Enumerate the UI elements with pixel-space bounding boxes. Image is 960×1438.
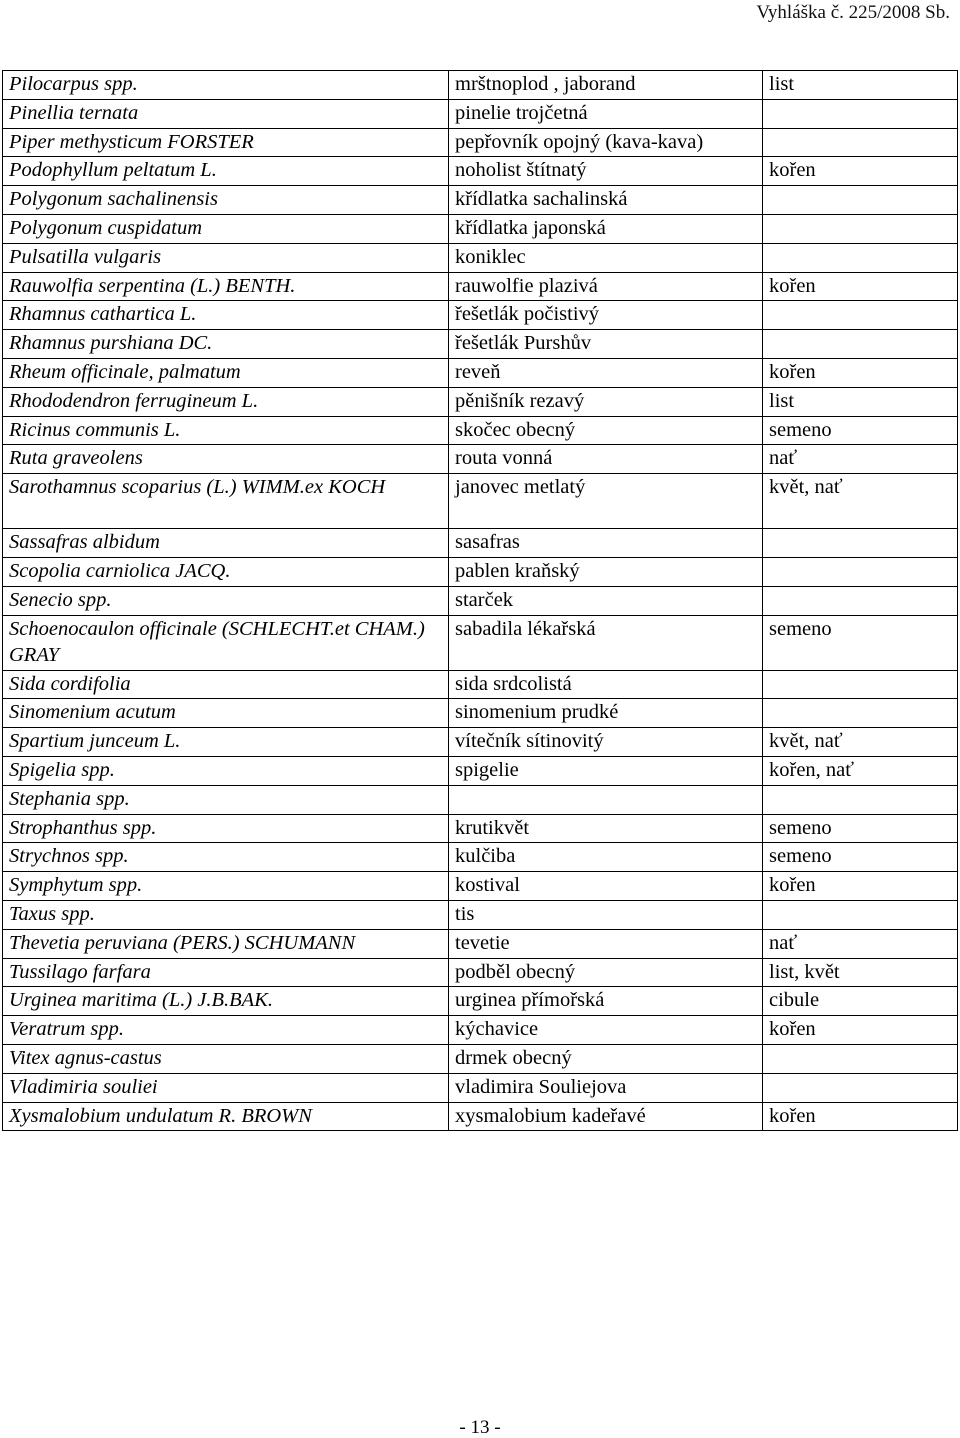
table-row (3, 99, 958, 128)
czech-name-cell: tis (449, 900, 763, 929)
latin-name-cell: Piper methysticum FORSTER (3, 128, 449, 157)
czech-name-cell: sida srdcolistá (449, 670, 763, 699)
plant-part-cell (763, 699, 958, 728)
table-row (3, 128, 958, 157)
latin-name-cell: Ruta graveolens (3, 445, 449, 474)
czech-name-cell: urginea přímořská (449, 987, 763, 1016)
table-row (3, 785, 958, 814)
latin-name-cell: Sarothamnus scoparius (L.) WIMM.ex KOCH (3, 474, 449, 529)
czech-name-cell: řešetlák Purshův (449, 330, 763, 359)
latin-name-cell: Scopolia carniolica JACQ. (3, 557, 449, 586)
table-row (3, 615, 958, 670)
latin-name-cell: Podophyllum peltatum L. (3, 157, 449, 186)
plant-part-cell (763, 330, 958, 359)
latin-name-cell: Sinomenium acutum (3, 699, 449, 728)
czech-name-cell: pinelie trojčetná (449, 99, 763, 128)
table-row (3, 358, 958, 387)
czech-name-cell: janovec metlatý (449, 474, 763, 529)
czech-name-cell: řešetlák počistivý (449, 301, 763, 330)
czech-name-cell: noholist štítnatý (449, 157, 763, 186)
table-row (3, 243, 958, 272)
table-row (3, 929, 958, 958)
plant-part-cell (763, 900, 958, 929)
czech-name-cell: vladimira Souliejova (449, 1073, 763, 1102)
plant-table-body (3, 71, 958, 1131)
plant-part-cell: list (763, 387, 958, 416)
plant-part-cell: kořen, nať (763, 756, 958, 785)
plant-part-cell: nať (763, 929, 958, 958)
plant-part-cell: kořen (763, 272, 958, 301)
document-header: Vyhláška č. 225/2008 Sb. (756, 2, 950, 23)
plant-part-cell (763, 128, 958, 157)
czech-name-cell: routa vonná (449, 445, 763, 474)
latin-name-cell: Vitex agnus-castus (3, 1044, 449, 1073)
plant-part-cell: semeno (763, 814, 958, 843)
plant-part-cell (763, 1044, 958, 1073)
plant-part-cell: list (763, 71, 958, 100)
table-row (3, 474, 958, 529)
latin-name-cell: Rhododendron ferrugineum L. (3, 387, 449, 416)
latin-name-cell: Strychnos spp. (3, 843, 449, 872)
table-row (3, 987, 958, 1016)
plant-part-cell: kořen (763, 1102, 958, 1131)
czech-name-cell: spigelie (449, 756, 763, 785)
czech-name-cell: vítečník sítinovitý (449, 728, 763, 757)
latin-name-cell: Sida cordifolia (3, 670, 449, 699)
table-row (3, 387, 958, 416)
latin-name-cell: Polygonum sachalinensis (3, 186, 449, 215)
czech-name-cell: pepřovník opojný (kava-kava) (449, 128, 763, 157)
table-row (3, 958, 958, 987)
table-row (3, 872, 958, 901)
plant-part-cell (763, 670, 958, 699)
plant-part-cell: kořen (763, 157, 958, 186)
czech-name-cell: kulčiba (449, 843, 763, 872)
czech-name-cell: xysmalobium kadeřavé (449, 1102, 763, 1131)
czech-name-cell: sinomenium prudké (449, 699, 763, 728)
table-row (3, 728, 958, 757)
table-row (3, 330, 958, 359)
latin-name-cell: Taxus spp. (3, 900, 449, 929)
latin-name-cell: Rheum officinale, palmatum (3, 358, 449, 387)
table-row (3, 1073, 958, 1102)
plant-part-cell: semeno (763, 615, 958, 670)
plant-part-cell: semeno (763, 843, 958, 872)
czech-name-cell (449, 785, 763, 814)
czech-name-cell: pěnišník rezavý (449, 387, 763, 416)
table-row (3, 756, 958, 785)
plant-part-cell: semeno (763, 416, 958, 445)
latin-name-cell: Rauwolfia serpentina (L.) BENTH. (3, 272, 449, 301)
latin-name-cell: Schoenocaulon officinale (SCHLECHT.et CHAM.) GRAY (3, 615, 449, 670)
czech-name-cell: křídlatka sachalinská (449, 186, 763, 215)
table-row (3, 843, 958, 872)
latin-name-cell: Pilocarpus spp. (3, 71, 449, 100)
plant-part-cell (763, 785, 958, 814)
czech-name-cell: rauwolfie plazivá (449, 272, 763, 301)
plant-part-cell: cibule (763, 987, 958, 1016)
czech-name-cell: kostival (449, 872, 763, 901)
plant-part-cell: květ, nať (763, 474, 958, 529)
table-row (3, 529, 958, 558)
latin-name-cell: Sassafras albidum (3, 529, 449, 558)
czech-name-cell: starček (449, 586, 763, 615)
latin-name-cell: Veratrum spp. (3, 1016, 449, 1045)
plant-table (2, 70, 958, 1131)
czech-name-cell: reveň (449, 358, 763, 387)
table-row (3, 71, 958, 100)
latin-name-cell: Urginea maritima (L.) J.B.BAK. (3, 987, 449, 1016)
latin-name-cell: Pinellia ternata (3, 99, 449, 128)
table-row (3, 445, 958, 474)
latin-name-cell: Pulsatilla vulgaris (3, 243, 449, 272)
plant-part-cell: kořen (763, 872, 958, 901)
table-row (3, 557, 958, 586)
table-row (3, 157, 958, 186)
plant-part-cell (763, 243, 958, 272)
czech-name-cell: sasafras (449, 529, 763, 558)
latin-name-cell: Tussilago farfara (3, 958, 449, 987)
latin-name-cell: Polygonum cuspidatum (3, 214, 449, 243)
table-row (3, 1044, 958, 1073)
table-row (3, 699, 958, 728)
table-row (3, 670, 958, 699)
table-row (3, 1016, 958, 1045)
table-row (3, 416, 958, 445)
czech-name-cell: skočec obecný (449, 416, 763, 445)
czech-name-cell: koniklec (449, 243, 763, 272)
table-row (3, 214, 958, 243)
latin-name-cell: Xysmalobium undulatum R. BROWN (3, 1102, 449, 1131)
latin-name-cell: Rhamnus cathartica L. (3, 301, 449, 330)
table-row (3, 900, 958, 929)
czech-name-cell: kýchavice (449, 1016, 763, 1045)
latin-name-cell: Spartium junceum L. (3, 728, 449, 757)
page-number: - 13 - (459, 1417, 501, 1438)
latin-name-cell: Ricinus communis L. (3, 416, 449, 445)
plant-part-cell (763, 301, 958, 330)
plant-part-cell: květ, nať (763, 728, 958, 757)
czech-name-cell: tevetie (449, 929, 763, 958)
table-row (3, 186, 958, 215)
latin-name-cell: Stephania spp. (3, 785, 449, 814)
latin-name-cell: Rhamnus purshiana DC. (3, 330, 449, 359)
czech-name-cell: krutikvět (449, 814, 763, 843)
czech-name-cell: podběl obecný (449, 958, 763, 987)
table-row (3, 586, 958, 615)
plant-part-cell (763, 186, 958, 215)
plant-part-cell: kořen (763, 358, 958, 387)
plant-part-cell: nať (763, 445, 958, 474)
plant-part-cell (763, 99, 958, 128)
table-row (3, 272, 958, 301)
plant-part-cell (763, 214, 958, 243)
table-row (3, 814, 958, 843)
plant-part-cell (763, 586, 958, 615)
czech-name-cell: drmek obecný (449, 1044, 763, 1073)
latin-name-cell: Thevetia peruviana (PERS.) SCHUMANN (3, 929, 449, 958)
latin-name-cell: Spigelia spp. (3, 756, 449, 785)
plant-part-cell: kořen (763, 1016, 958, 1045)
czech-name-cell: mrštnoplod , jaborand (449, 71, 763, 100)
plant-part-cell (763, 529, 958, 558)
table-row (3, 1102, 958, 1131)
czech-name-cell: pablen kraňský (449, 557, 763, 586)
plant-part-cell (763, 557, 958, 586)
table-row (3, 301, 958, 330)
plant-part-cell (763, 1073, 958, 1102)
czech-name-cell: křídlatka japonská (449, 214, 763, 243)
latin-name-cell: Senecio spp. (3, 586, 449, 615)
czech-name-cell: sabadila lékařská (449, 615, 763, 670)
latin-name-cell: Symphytum spp. (3, 872, 449, 901)
latin-name-cell: Vladimiria souliei (3, 1073, 449, 1102)
latin-name-cell: Strophanthus spp. (3, 814, 449, 843)
plant-part-cell: list, květ (763, 958, 958, 987)
